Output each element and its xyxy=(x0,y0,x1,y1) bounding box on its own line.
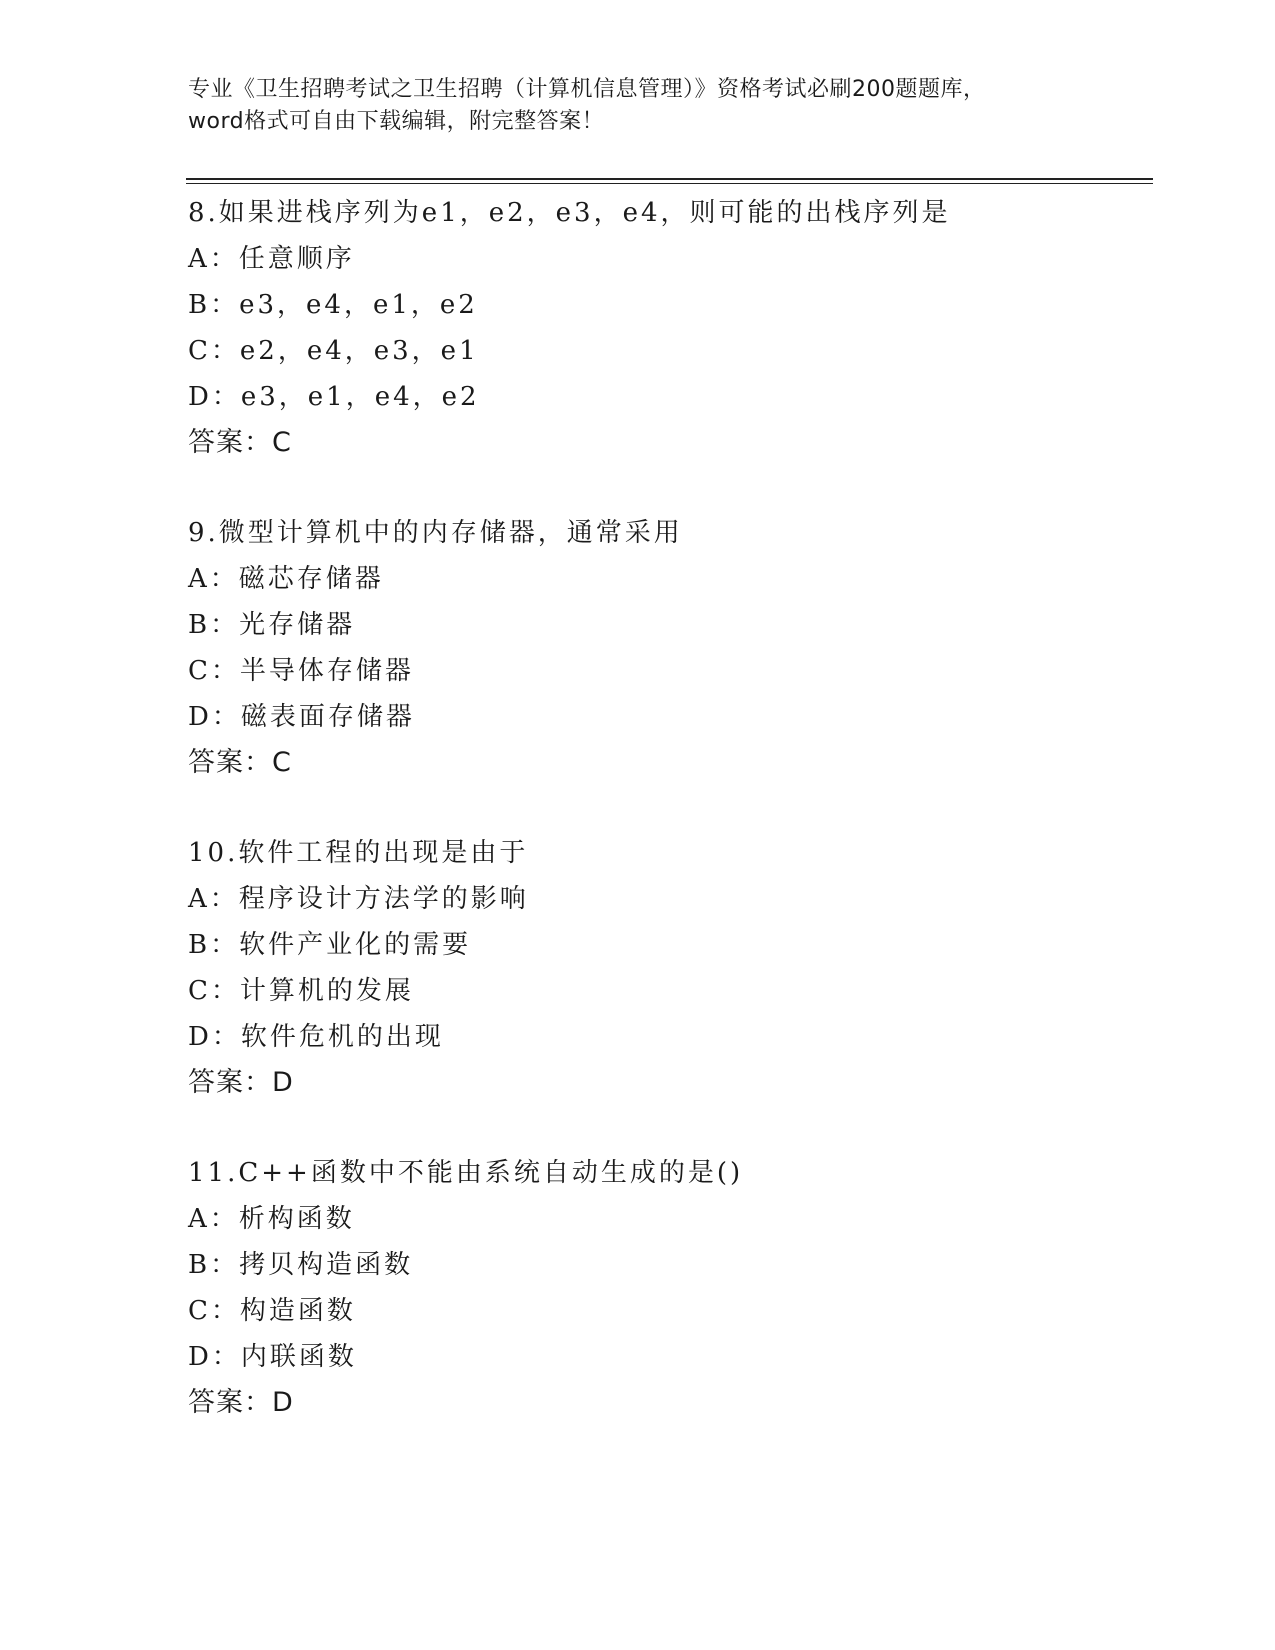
option-b: B：e3，e4，e1，e2 xyxy=(188,290,478,320)
option-d: D：磁表面存储器 xyxy=(188,702,415,732)
question-10 xyxy=(188,830,1148,1106)
option-d: D：软件危机的出现 xyxy=(188,1022,444,1052)
question-list xyxy=(188,190,1148,1470)
question-stem: 9.微型计算机中的内存储器，通常采用 xyxy=(188,518,683,548)
option-a: A：析构函数 xyxy=(188,1204,355,1234)
document-header xyxy=(188,74,1088,138)
question-11 xyxy=(188,1150,1148,1426)
question-stem: 8.如果进栈序列为e1，e2，e3，e4，则可能的出栈序列是 xyxy=(188,198,951,228)
answer: 答案：D xyxy=(188,1387,294,1418)
option-b: B：软件产业化的需要 xyxy=(188,930,472,960)
option-c: C：构造函数 xyxy=(188,1296,356,1326)
question-stem: 11.C++函数中不能由系统自动生成的是() xyxy=(188,1158,744,1188)
answer: 答案：C xyxy=(188,747,292,778)
answer: 答案：C xyxy=(188,427,292,458)
option-b: B：光存储器 xyxy=(188,610,356,640)
option-c: C：半导体存储器 xyxy=(188,656,414,686)
question-9 xyxy=(188,510,1148,786)
question-8 xyxy=(188,190,1148,466)
option-a: A：任意顺序 xyxy=(188,244,355,274)
header-line-2: word格式可自由下载编辑，附完整答案！ xyxy=(188,109,605,134)
answer: 答案：D xyxy=(188,1067,294,1098)
option-c: C：计算机的发展 xyxy=(188,976,414,1006)
option-a: A：程序设计方法学的影响 xyxy=(188,884,529,914)
option-d: D：e3，e1，e4，e2 xyxy=(188,382,480,412)
header-divider-thin xyxy=(186,183,1153,184)
question-stem: 10.软件工程的出现是由于 xyxy=(188,838,529,868)
option-b: B：拷贝构造函数 xyxy=(188,1250,414,1280)
header-line-1: 专业《卫生招聘考试之卫生招聘（计算机信息管理）》资格考试必刷200题题库， xyxy=(188,77,986,102)
option-c: C：e2，e4，e3，e1 xyxy=(188,336,479,366)
option-d: D：内联函数 xyxy=(188,1342,357,1372)
header-divider-thick xyxy=(186,178,1153,180)
option-a: A：磁芯存储器 xyxy=(188,564,384,594)
